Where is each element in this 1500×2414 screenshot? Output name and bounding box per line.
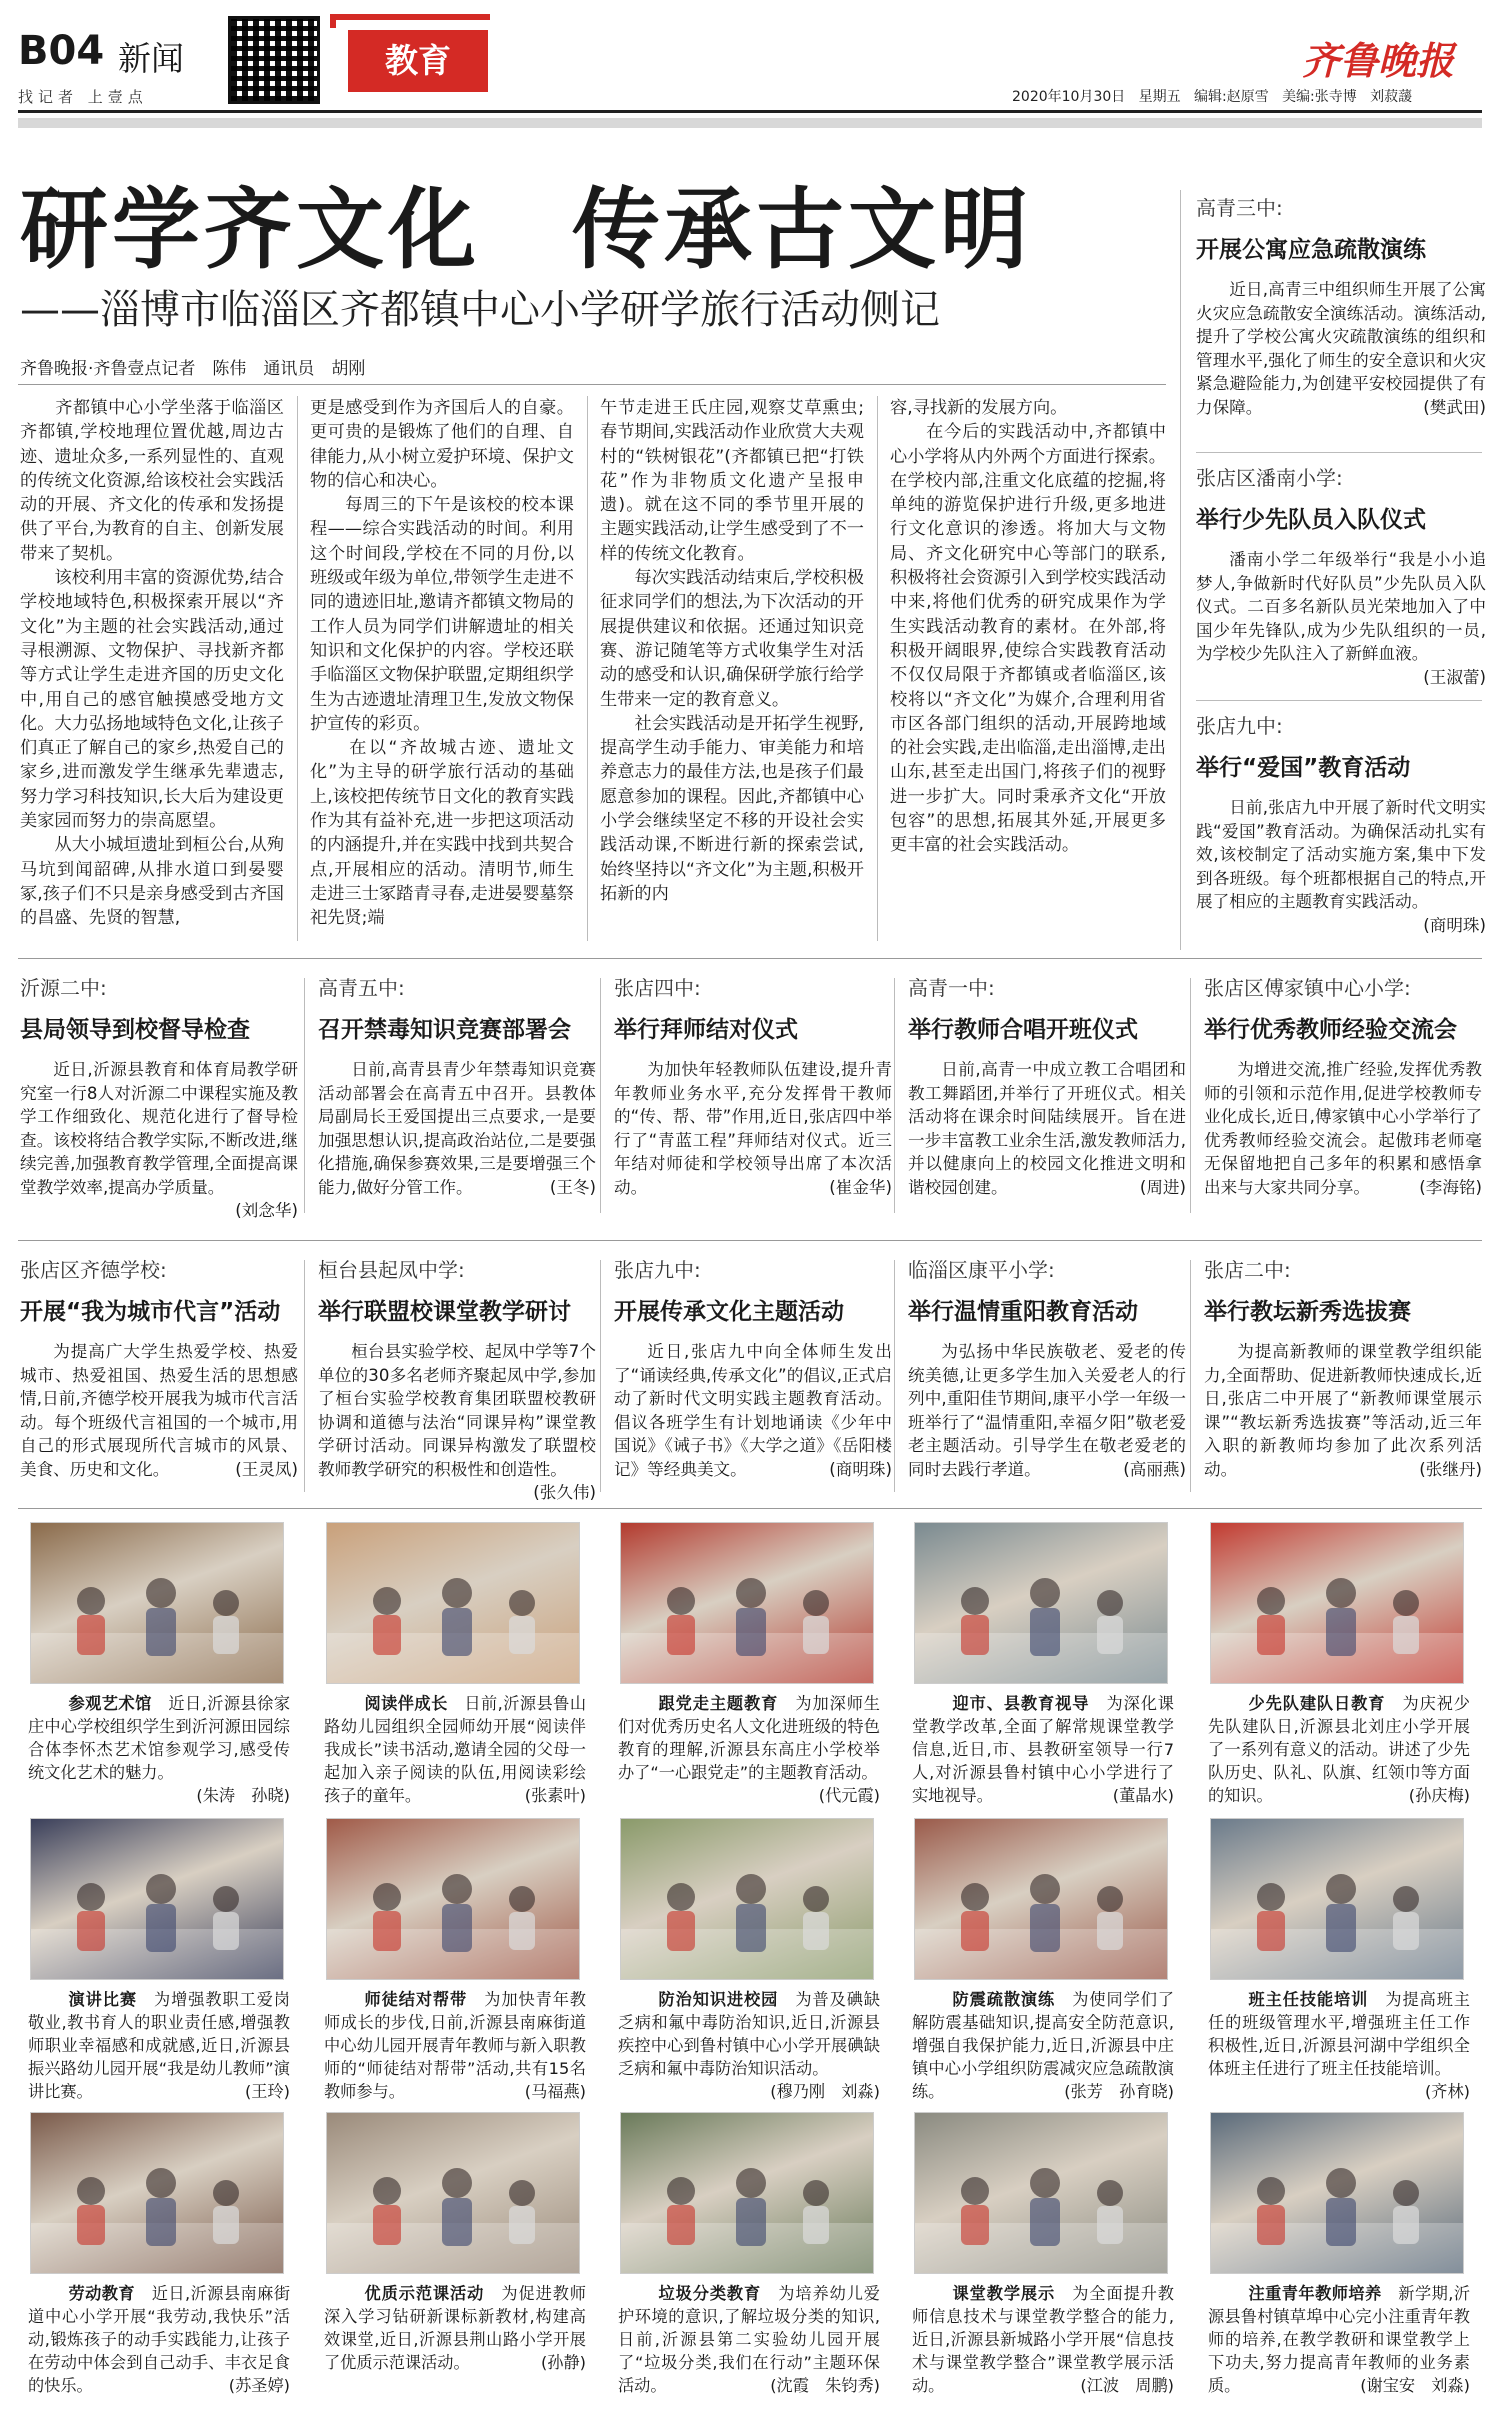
photo-caption	[1208, 1988, 1470, 2100]
brief-row1-4	[1204, 972, 1482, 1223]
side-brief-1	[1196, 192, 1486, 444]
photo-caption	[1208, 1692, 1470, 1804]
brief-title: 召开禁毒知识竞赛部署会	[318, 1017, 571, 1043]
photo-figures-icon	[915, 1523, 1168, 1684]
proofreader: 刘菽蘐	[1370, 89, 1413, 105]
brief-title: 开展传承文化主题活动	[614, 1299, 844, 1325]
caption-body: 为加快青年教师成长的步伐,日前,沂源县南麻街道中心幼儿园开展青年教师与新入职教师的“师徒结对帮带”活动,共有15名教师参与。	[324, 1990, 586, 2100]
caption-head: 班主任技能培训	[1248, 1990, 1369, 2009]
brief-body: 日前,张店九中开展了新时代文明实践“爱国”教育活动。为确保活动扎实有效,该校制定了活动实施方案,集中下发到各班级。每个班都根据自己的特点,开展了相应的主题教育实践活动。 (商明珠)	[1196, 798, 1486, 935]
caption-body: 近日,沂源县徐家庄中心学校组织学生到沂河源田园综合体李怀杰艺术馆参观学习,感受传统文化艺术的魅力。	[28, 1694, 290, 1782]
photo-figures-icon	[327, 2113, 580, 2274]
brief-school: 张店四中:	[614, 976, 701, 1000]
caption-head: 优质示范课活动	[364, 2284, 485, 2303]
caption-head: 少先队建队日教育	[1248, 1694, 1386, 1713]
news-photo	[326, 1818, 580, 1980]
brief-row2-0	[20, 1254, 298, 1502]
brief-school: 沂源二中:	[20, 976, 107, 1000]
photo-caption	[1208, 2282, 1470, 2394]
brief-school: 张店九中:	[614, 1258, 701, 1282]
brief-school: 临淄区康平小学:	[908, 1258, 1055, 1282]
caption-author: (马福燕)	[524, 2082, 586, 2100]
caption-body: 近日,沂源县南麻街道中心小学开展“我劳动,我快乐”活动,锻炼孩子的动手实践能力,让孩子在劳动中体会到自己动手、丰衣足食的快乐。	[28, 2284, 290, 2394]
art-editor: 美编:张寺博	[1282, 89, 1357, 105]
brief-body: 桓台县实验学校、起凤中学等7个单位的30多名老师齐聚起凤中学,参加了桓台实验学校教育集团联盟校教研协调和道德与法治“同课异构”课堂教学研讨活动。同课异构激发了联盟校教师教学研究的积极性和创造性。 (张久伟)	[318, 1342, 596, 1502]
brief-title: 开展公寓应急疏散演练	[1196, 237, 1426, 263]
news-photo	[914, 1522, 1168, 1684]
brief-title: 举行少先队员入队仪式	[1196, 507, 1426, 533]
caption-head: 劳动教育	[68, 2284, 136, 2303]
caption-author: (张芳 孙育晓)	[1064, 2082, 1174, 2100]
caption-body: 日前,沂源县鲁山路幼儿园组织全园师幼开展“阅读伴我成长”读书活动,邀请全园的父母一起加入亲子阅读的队伍,用阅读彩绘孩子的童年。	[324, 1694, 586, 1804]
caption-author: (张素叶)	[524, 1786, 586, 1804]
caption-body: 为促进教师深入学习钻研新课标新教材,构建高效课堂,近日,沂源县荆山路小学开展了优质示范课活动。	[324, 2284, 586, 2372]
photo-caption	[912, 1692, 1174, 1804]
caption-head: 师徒结对帮带	[364, 1990, 468, 2009]
caption-head: 参观艺术馆	[68, 1694, 152, 1713]
photo-figures-icon	[1211, 2113, 1464, 2274]
caption-body: 为增强教职工爱岗敬业,教书育人的职业责任感,增强教师职业幸福感和成就感,近日,沂源县振兴路幼儿园开展“我是幼儿教师”演讲比赛。	[28, 1990, 290, 2100]
caption-body: 为加深师生们对优秀历史名人文化进班级的特色教育的理解,沂源县东高庄小学校举办了“一心跟党走”的主题教育活动。	[618, 1694, 880, 1782]
photo-caption	[912, 1988, 1174, 2100]
brief-title: 举行“爱国”教育活动	[1196, 755, 1411, 781]
brief-body: 日前,高青县青少年禁毒知识竞赛活动部署会在高青五中召开。县教体局副局长王爱国提出三点要求,一是要加强思想认识,提高政治站位,二是要强化措施,确保参赛效果,三是要增强三个能力,做好分管工作。 (王冬)	[318, 1060, 596, 1197]
article-subtitle: ——淄博市临淄区齐都镇中心小学研学旅行活动侧记	[20, 287, 940, 333]
tag-frame	[330, 14, 490, 28]
news-photo	[1210, 2112, 1464, 2274]
slogan: 找记者 上壹点	[18, 88, 148, 106]
photo-figures-icon	[31, 2113, 284, 2274]
brief-body: 为弘扬中华民族敬老、爱老的传统美德,让更多学生加入关爱老人的行列中,重阳佳节期间,康平小学一年级一班举行了“温情重阳,幸福夕阳”敬老爱老主题活动。引导学生在敬老爱老的同时去践行孝道。 (高丽燕)	[908, 1342, 1186, 1479]
photo-caption	[28, 1692, 290, 1804]
caption-head: 演讲比赛	[68, 1990, 137, 2009]
news-photo	[1210, 1818, 1464, 1980]
photo-figures-icon	[31, 1523, 284, 1684]
caption-author: (穆乃刚 刘淼)	[770, 2082, 880, 2100]
news-photo	[30, 2112, 284, 2274]
photo-caption	[618, 1988, 880, 2100]
article-col-1: 齐都镇中心小学坐落于临淄区齐都镇,学校地理位置优越,周边古迹、遗址众多,一系列显性的、直观的传统文化资源,给该校社会实践活动的开展、齐文化的传承和发扬提供了平台,为教育的自主、创新发展带来了契机。 该校利用丰富的资源优势,结合学校地域特色,积极探索开展以“齐文化”为主题的社会实践活动,通过寻根溯源、文物保护、寻找新齐都等方式让学生走进齐国的历史文化中,用自己的感官触摸感受地方文化。大力弘扬地域特色文化,让孩子们真正了解自己的家乡,热爱自己的家乡,进而激发学生继承先辈遗志,努力学习科技知识,长大后为建设更美家园而努力的崇高愿望。 从大小城垣遗址到桓公台,从殉马坑到闻韶碑,从排水道口到晏婴冢,孩子们不只是亲身感受到古齐国的昌盛、先贤的智慧,	[20, 398, 284, 929]
photo-figures-icon	[621, 2113, 874, 2274]
photo-caption	[618, 1692, 880, 1804]
brief-school: 桓台县起凤中学:	[318, 1258, 465, 1282]
side-brief-2	[1196, 462, 1486, 690]
photo-figures-icon	[621, 1819, 874, 1980]
brief-body: 近日,沂源县教育和体育局教学研究室一行8人对沂源二中课程实施及教学工作细致化、规范化进行了督导检查。该校将结合教学实际,不断改进,继续完善,加强教育教学管理,全面提高课堂教学效率,提高办学质量。 (刘念华)	[20, 1060, 298, 1220]
article-title: 研学齐文化 传承古文明	[20, 177, 1033, 281]
brief-row2-4	[1204, 1254, 1482, 1502]
brief-title: 县局领导到校督导检查	[20, 1017, 250, 1043]
brief-row1-3	[908, 972, 1186, 1223]
brief-title: 举行教师合唱开班仪式	[908, 1017, 1138, 1043]
brief-row1-0	[20, 972, 298, 1223]
brief-title: 举行联盟校课堂教学研讨	[318, 1299, 571, 1325]
qr-code-icon[interactable]	[228, 16, 320, 104]
news-photo	[326, 2112, 580, 2274]
brief-title: 开展“我为城市代言”活动	[20, 1299, 281, 1325]
caption-body: 为全面提升教师信息技术与课堂教学整合的能力,近日,沂源县新城路小学开展“信息技术与课堂教学整合”课堂教学展示活动。	[912, 2284, 1174, 2394]
caption-head: 防治知识进校园	[658, 1990, 779, 2009]
article-col-3: 午节走进王氏庄园,观察艾草熏虫;春节期间,实践活动作业欣赏大夫观村的“铁树银花”(齐都镇已把“打铁花”作为非物质文化遗产呈报申遗)。就在这不同的季节里开展的主题实践活动,让学生感受到了不一样的传统文化教育。 每次实践活动结束后,学校积极征求同学们的想法,为下次活动的开展提供建议和依据。还通过知识竞赛、游记随笔等方式收集学生对活动的感受和认识,确保研学旅行给学生带来一定的教育意义。 社会实践活动是开拓学生视野,提高学生动手能力、审美能力和培养意志力的最佳方法,也是孩子们最愿意参加的课程。因此,齐都镇中心小学会继续坚定不移的开设社会实践活动课,不断进行新的探索尝试,始终坚持以“齐文化”为主题,积极开拓新的内	[600, 398, 864, 904]
photo-figures-icon	[1211, 1819, 1464, 1980]
dateline	[1012, 86, 1412, 106]
caption-body: 为庆祝少先队建队日,沂源县北刘庄小学开展了一系列有意义的活动。讲述了少先队历史、队礼、队旗、红领巾等方面的知识。	[1208, 1694, 1470, 1804]
caption-head: 防震疏散演练	[952, 1990, 1056, 2009]
caption-body: 为培养幼儿爱护环境的意识,了解垃圾分类的知识,日前,沂源县第二实验幼儿园开展了“垃圾分类,我们在行动”主题环保活动。	[618, 2284, 880, 2394]
caption-body: 为提高班主任的班级管理水平,增强班主任工作积极性,近日,沂源县河湖中学组织全体班主任进行了班主任技能培训。	[1208, 1990, 1470, 2078]
weekday: 星期五	[1138, 89, 1181, 105]
article-col-4: 容,寻找新的发展方向。 在今后的实践活动中,齐都镇中心小学将从内外两个方面进行探索。在学校内部,注重文化底蕴的挖掘,将单纯的游览保护进行升级,更多地进行文化意识的渗透。将加大与文物局、齐文化研究中心等部门的联系,积极将社会资源引入到学校实践活动中来,将他们优秀的研究成果作为学生实践活动教育的素材。在外部,将积极开阔眼界,使综合实践教育活动不仅仅局限于齐都镇或者临淄区,该校将以“齐文化”为媒介,合理利用省市区各部门组织的活动,开展跨地域的社会实践,走出临淄,走出淄博,走出山东,甚至走出国门,将孩子们的视野进一步扩大。同时秉承齐文化“开放包容”的思想,拓展其外延,开展更多更丰富的社会实践活动。	[890, 398, 1166, 856]
photo-caption	[324, 1692, 586, 1804]
news-photo	[620, 1818, 874, 1980]
caption-head: 阅读伴成长	[364, 1694, 448, 1713]
news-photo	[620, 1522, 874, 1684]
brief-body: 近日,高青三中组织师生开展了公寓火灾应急疏散安全演练活动。演练活动,提升了学校公寓火灾疏散演练的组织和管理水平,强化了师生的安全意识和火灾紧急避险能力,为创建平安校园提供了有力保障。 (樊武田)	[1196, 280, 1486, 417]
caption-author: (谢宝安 刘淼)	[1360, 2376, 1470, 2394]
article-byline: 齐鲁晚报·齐鲁壹点记者 陈伟 通讯员 胡刚	[20, 359, 366, 379]
caption-author: (董晶水)	[1112, 1786, 1174, 1804]
brief-school: 高青三中:	[1196, 196, 1283, 220]
brief-body: 潘南小学二年级举行“我是小小追梦人,争做新时代好队员”少先队员入队仪式。二百多名新队员光荣地加入了中国少年先锋队,成为少先队组织的一员,为学校少先队注入了新鲜血液。 (王淑蕾)	[1196, 550, 1486, 687]
caption-author: (江波 周鹏)	[1080, 2376, 1174, 2394]
brief-body: 为提高广大学生热爱学校、热爱城市、热爱祖国、热爱生活的思想感情,日前,齐德学校开展我为城市代言活动。每个班级代言祖国的一个城市,用自己的形式展现所代言城市的风景、美食、历史和文化。 (王灵凤)	[20, 1342, 298, 1479]
photo-figures-icon	[31, 1819, 284, 1980]
caption-body: 新学期,沂源县鲁村镇草埠中心完小注重青年教师的培养,在教学教研和课堂教学上下功夫,努力提高青年教师的业务素质。	[1208, 2284, 1470, 2394]
brief-body: 为加快年轻教师队伍建设,提升青年教师业务水平,充分发挥骨干教师的“传、帮、带”作用,近日,张店四中举行了“青蓝工程”拜师结对仪式。近三年结对师徒和学校领导出席了本次活动。 (崔金华)	[614, 1060, 892, 1197]
brief-title: 举行优秀教师经验交流会	[1204, 1017, 1457, 1043]
caption-author: (王玲)	[244, 2082, 290, 2100]
caption-head: 迎市、县教育视导	[952, 1694, 1090, 1713]
news-photo	[326, 1522, 580, 1684]
caption-author: (代元霞)	[818, 1786, 880, 1804]
section-tag: 教育	[348, 30, 488, 92]
brief-row2-3	[908, 1254, 1186, 1502]
brief-school: 高青一中:	[908, 976, 995, 1000]
caption-head: 跟党走主题教育	[658, 1694, 779, 1713]
caption-author: (孙庆梅)	[1408, 1786, 1470, 1804]
caption-author: (苏圣婷)	[228, 2376, 290, 2394]
photo-figures-icon	[915, 1819, 1168, 1980]
photo-figures-icon	[1211, 1523, 1464, 1684]
brief-body: 为增进交流,推广经验,发挥优秀教师的引领和示范作用,促进学校教师专业化成长,近日,傅家镇中心小学举行了优秀教师经验交流会。起傲玮老师毫无保留地把自己多年的积累和感悟拿出来与大家共同分享。 (李海铭)	[1204, 1060, 1482, 1197]
editor: 编辑:赵原雪	[1193, 89, 1269, 105]
caption-body: 为使同学们了解防震基础知识,提高安全防范意识,增强自我保护能力,近日,沂源县中庄镇中心小学组织防震减灾应急疏散演练。	[912, 1990, 1174, 2100]
caption-author: (孙静)	[540, 2353, 586, 2372]
caption-head: 课堂教学展示	[952, 2284, 1056, 2303]
photo-caption	[324, 1988, 586, 2100]
news-photo	[914, 1818, 1168, 1980]
photo-caption	[618, 2282, 880, 2394]
brief-row1-1	[318, 972, 596, 1223]
brief-body: 近日,张店九中向全体师生发出了“诵读经典,传承文化”的倡议,正式启动了新时代文明实践主题教育活动。倡议各班学生有计划地诵读《少年中国说》《诫子书》《大学之道》《岳阳楼记》等经典美文。 (商明珠)	[614, 1342, 892, 1479]
news-photo	[914, 2112, 1168, 2274]
caption-body: 为深化课堂教学改革,全面了解常规课堂教学信息,近日,市、县教研室领导一行7人,对沂源县鲁村镇中心小学进行了实地视导。	[912, 1694, 1174, 1804]
header-rule	[18, 110, 1482, 113]
news-photo	[30, 1522, 284, 1684]
brief-school: 高青五中:	[318, 976, 405, 1000]
brief-school: 张店区潘南小学:	[1196, 466, 1343, 490]
brief-body: 日前,高青一中成立教工合唱团和教工舞蹈团,并举行了开班仪式。相关活动将在课余时间陆续展开。旨在进一步丰富教工业余生活,激发教师活力,并以健康向上的校园文化推进文明和谐校园创建。 (周进)	[908, 1060, 1186, 1197]
caption-head: 注重青年教师培养	[1248, 2284, 1382, 2303]
date: 2020年10月30日	[1012, 89, 1126, 105]
page-number: B04	[18, 28, 105, 74]
photo-figures-icon	[327, 1819, 580, 1980]
photo-caption	[28, 1988, 290, 2100]
side-brief-3	[1196, 710, 1486, 938]
caption-author: (沈霞 朱钧秀)	[770, 2376, 880, 2394]
caption-body: 为普及碘缺乏病和氟中毒防治知识,近日,沂源县疾控中心到鲁村镇中心小学开展碘缺乏病和氟中毒防治知识活动。	[618, 1990, 880, 2078]
brief-body: 为提高新教师的课堂教学组织能力,全面帮助、促进新教师快速成长,近日,张店二中开展了“新教师课堂展示课”“教坛新秀选拔赛”等活动,近三年入职的新教师均参加了此次系列活动。 (张继丹)	[1204, 1342, 1482, 1479]
photo-figures-icon	[327, 1523, 580, 1684]
brief-title: 举行教坛新秀选拔赛	[1204, 1299, 1411, 1325]
photo-caption	[912, 2282, 1174, 2394]
brief-school: 张店九中:	[1196, 714, 1283, 738]
news-photo	[620, 2112, 874, 2274]
caption-head: 垃圾分类教育	[658, 2284, 762, 2303]
photo-figures-icon	[915, 2113, 1168, 2274]
photo-caption	[324, 2282, 586, 2394]
brief-school: 张店区傅家镇中心小学:	[1204, 976, 1411, 1000]
news-photo	[1210, 1522, 1464, 1684]
section-name: 新闻	[118, 39, 184, 78]
caption-author: (齐林)	[1424, 2082, 1470, 2100]
article-col-2: 更是感受到作为齐国后人的自豪。更可贵的是锻炼了他们的自理、自律能力,从小树立爱护环境、保护文物的信心和决心。 每周三的下午是该校的校本课程——综合实践活动的时间。利用这个时间段,学校在不同的月份,以班级或年级为单位,带领学生走进不同的遗迹旧址,邀请齐都镇文物局的工作人员为同学们讲解遗址的相关知识和文化保护的内容。学校还联手临淄区文物保护联盟,定期组织学生为古迹遗址清理卫生,发放文物保护宣传的彩页。 在以“齐故城古迹、遗址文化”为主导的研学旅行活动的基础上,该校把传统节日文化的教育实践作为其有益补充,进一步把这项活动的内涵提升,并在实践中找到共契合点,开展相应的活动。清明节,师生走进三士冢踏青寻春,走进晏婴墓祭祀先贤;端	[310, 398, 574, 929]
brief-title: 举行温情重阳教育活动	[908, 1299, 1138, 1325]
brief-row1-2	[614, 972, 892, 1223]
caption-author: (朱涛 孙晓)	[196, 1786, 290, 1804]
photo-figures-icon	[621, 1523, 874, 1684]
news-photo	[30, 1818, 284, 1980]
brief-school: 张店区齐德学校:	[20, 1258, 167, 1282]
brief-row2-1	[318, 1254, 596, 1502]
brief-title: 举行拜师结对仪式	[614, 1017, 798, 1043]
header-band	[18, 118, 1482, 128]
newspaper-logo: 齐鲁晚报	[1302, 38, 1455, 83]
photo-caption	[28, 2282, 290, 2394]
brief-school: 张店二中:	[1204, 1258, 1291, 1282]
brief-row2-2	[614, 1254, 892, 1502]
